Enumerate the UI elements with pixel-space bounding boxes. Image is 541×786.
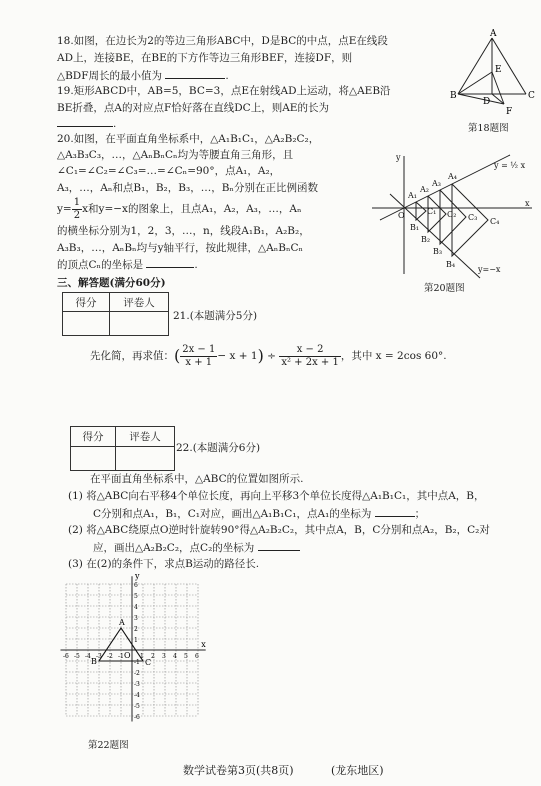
q22-grader-cell[interactable] bbox=[116, 447, 175, 471]
footer-region: (龙东地区) bbox=[331, 764, 384, 777]
q21-score-label: 得分 bbox=[63, 293, 110, 312]
q22-part1a: (1) 将△ABC向右平移4个单位长度，再向上平移3个单位长度得△A₁B₁C₁，其中点A，B， bbox=[68, 490, 485, 502]
q22-ytick: 3 bbox=[134, 615, 138, 622]
q20-A1: A₁ bbox=[408, 191, 417, 200]
q19-line3: . bbox=[57, 115, 116, 132]
q22-title: 22.(本题满分6分) bbox=[176, 442, 261, 454]
q18-label-E: E bbox=[495, 65, 502, 75]
q22-label-O: O bbox=[124, 651, 131, 660]
q20-line-half-x: y = ½ x bbox=[494, 161, 526, 170]
q19-line1: 19.矩形ABCD中，AB=5，BC=3，点E在射线AD上运动，将△AEB沿 bbox=[57, 85, 391, 97]
q20-line3: ∠C₁=∠C₂=∠C₃=…=∠Cₙ=90°，点A₁，A₂， bbox=[57, 165, 281, 177]
q20-line8: 的顶点Cₙ的坐标是 . bbox=[57, 256, 198, 273]
q22-ytick: 1 bbox=[134, 637, 138, 644]
q22-ytick: 4 bbox=[134, 604, 138, 611]
q18-caption: 第18题图 bbox=[468, 123, 509, 134]
q21-score-cell[interactable] bbox=[63, 312, 110, 336]
q20-C4: C₄ bbox=[490, 217, 500, 226]
q22-ytick: -2 bbox=[134, 670, 140, 677]
q20-line-neg-x: y=−x bbox=[478, 265, 501, 274]
q22-ytick: -6 bbox=[134, 714, 140, 721]
q22-label-C: C bbox=[145, 658, 152, 667]
footer-page: 数学试卷第3页(共8页) bbox=[183, 764, 294, 777]
q22-ytick: -3 bbox=[134, 681, 140, 688]
q22-xtick: -6 bbox=[63, 653, 69, 660]
section-title: 三、解答题(满分60分) bbox=[57, 277, 166, 289]
q22-part1b: C分别和点A₁，B₁，C₁对应，画出△A₁B₁C₁，点A₁的坐标为 ； bbox=[93, 505, 425, 522]
q22-label-y: y bbox=[135, 571, 140, 581]
q20-B4: B₄ bbox=[446, 260, 456, 269]
q20-C2: C₂ bbox=[447, 210, 457, 219]
q22-caption: 第22题图 bbox=[88, 740, 129, 751]
q22-xtick: 6 bbox=[195, 653, 199, 660]
q22-ytick: -4 bbox=[134, 692, 140, 699]
q20-axis-x: x bbox=[525, 199, 530, 208]
q20-origin: O bbox=[398, 211, 405, 220]
q22-intro: 在平面直角坐标系中，△ABC的位置如图所示. bbox=[90, 473, 304, 485]
q18-text: △BDF周长的最小值为 bbox=[57, 70, 162, 82]
q20-B1: B₁ bbox=[410, 223, 420, 232]
q22-xtick: 4 bbox=[173, 653, 177, 660]
q20-A2: A₂ bbox=[420, 185, 429, 194]
q22-xtick: -2 bbox=[107, 653, 113, 660]
q20-C3: C₃ bbox=[468, 213, 478, 222]
q22-figure bbox=[63, 571, 218, 726]
q18-label-C: C bbox=[528, 91, 535, 101]
q22-A1-blank[interactable] bbox=[375, 505, 415, 517]
q22-part2a: (2) 将△ABC绕原点O逆时针旋转90°得△A₂B₂C₂，其中点A，B，C分别和点A₂，B₂，C₂对 bbox=[68, 524, 490, 536]
q22-part3: (3) 在(2)的条件下，求点B运动的路径长. bbox=[68, 558, 260, 570]
q22-xtick: 5 bbox=[184, 653, 188, 660]
q18-answer-blank[interactable] bbox=[165, 67, 225, 79]
q21-title: 21.(本题满分5分) bbox=[173, 310, 258, 322]
q18-label-B: B bbox=[450, 91, 457, 101]
q22-C2-blank[interactable] bbox=[258, 539, 300, 551]
q22-ytick: 2 bbox=[134, 626, 138, 633]
q20-A4: A₄ bbox=[448, 172, 457, 181]
q20-line6: 的横坐标分别为1，2，3，…，n，线段A₁B₁，A₂B₂， bbox=[57, 225, 310, 237]
q20-A3: A₃ bbox=[432, 179, 441, 188]
q22-ytick: 6 bbox=[134, 582, 138, 589]
q20-line1: 20.如图，在平面直角坐标系中，△A₁B₁C₁，△A₂B₂C₂， bbox=[57, 133, 320, 145]
q22-label-A: A bbox=[119, 618, 125, 627]
q22-ytick: -1 bbox=[134, 659, 140, 666]
q20-B3: B₃ bbox=[433, 247, 443, 256]
q18-line1: 18.如图，在边长为2的等边三角形ABC中，D是BC的中点，点E在线段 bbox=[57, 35, 388, 47]
q22-score-cell[interactable] bbox=[71, 447, 116, 471]
q18-line2: AD上，连接BE，在BE的下方作等边三角形BEF，连接DF，则 bbox=[57, 52, 353, 64]
q22-ytick: -5 bbox=[134, 703, 140, 710]
q22-grader-label: 评卷人 bbox=[116, 427, 175, 447]
q20-line5: y= $\frac{1}{2}$ x和y=−x的图象上，且点A₁，A₂，A₃，…，Aₙ bbox=[57, 196, 302, 221]
q22-xtick: 2 bbox=[151, 653, 155, 660]
q20-figure bbox=[370, 150, 535, 275]
q18-line3: △BDF周长的最小值为 . bbox=[57, 67, 229, 84]
q22-label-x: x bbox=[201, 640, 206, 649]
q22-score-box bbox=[70, 426, 175, 471]
q22-xtick: -3 bbox=[96, 653, 102, 660]
q22-xtick: -1 bbox=[118, 653, 124, 660]
q20-B2: B₂ bbox=[421, 235, 431, 244]
q22-xtick: -5 bbox=[74, 653, 80, 660]
q18-label-F: F bbox=[506, 107, 513, 117]
q21-grader-label: 评卷人 bbox=[110, 293, 169, 312]
q20-line2: △A₃B₃C₃，…，△AₙBₙCₙ均为等腰直角三角形，且 bbox=[57, 149, 294, 161]
q22-xtick: 3 bbox=[162, 653, 166, 660]
q21-score-box bbox=[62, 292, 169, 336]
q20-line4: A₃，…，Aₙ和点B₁，B₂，B₃，…，Bₙ分别在正比例函数 bbox=[57, 182, 318, 194]
q20-axis-y: y bbox=[396, 153, 401, 162]
q22-ytick: 5 bbox=[134, 593, 138, 600]
q21-grader-cell[interactable] bbox=[110, 312, 169, 336]
q18-label-A: A bbox=[490, 29, 497, 39]
q22-xtick: 1 bbox=[140, 653, 144, 660]
q21-expression: 先化简，再求值：( $\frac{2x - 1}{x + 1}$ − x + 1) ÷ $\frac{x - 2}{\text{x² + 2x + 1}}$ ，其中 x = 2cos 60°. bbox=[90, 343, 447, 368]
q18-figure bbox=[448, 28, 538, 118]
q22-part2b: 应，画出△A₂B₂C₂，点C₂的坐标为 bbox=[93, 539, 300, 556]
q22-score-label: 得分 bbox=[71, 427, 116, 447]
q22-xtick: -4 bbox=[85, 653, 91, 660]
q20-answer-blank[interactable] bbox=[146, 256, 194, 268]
q22-label-B: B bbox=[91, 657, 97, 666]
q19-answer-blank[interactable] bbox=[57, 115, 113, 127]
q19-line2: BE折叠，点A的对应点F恰好落在直线DC上，则AE的长为 bbox=[57, 102, 329, 114]
q20-caption: 第20题图 bbox=[424, 283, 465, 294]
q20-C1: C₁ bbox=[427, 207, 437, 216]
q20-line7: A₃B₃，…，AₙBₙ均与y轴平行，按此规律，△AₙBₙCₙ bbox=[57, 242, 304, 254]
q18-label-D: D bbox=[483, 97, 491, 107]
